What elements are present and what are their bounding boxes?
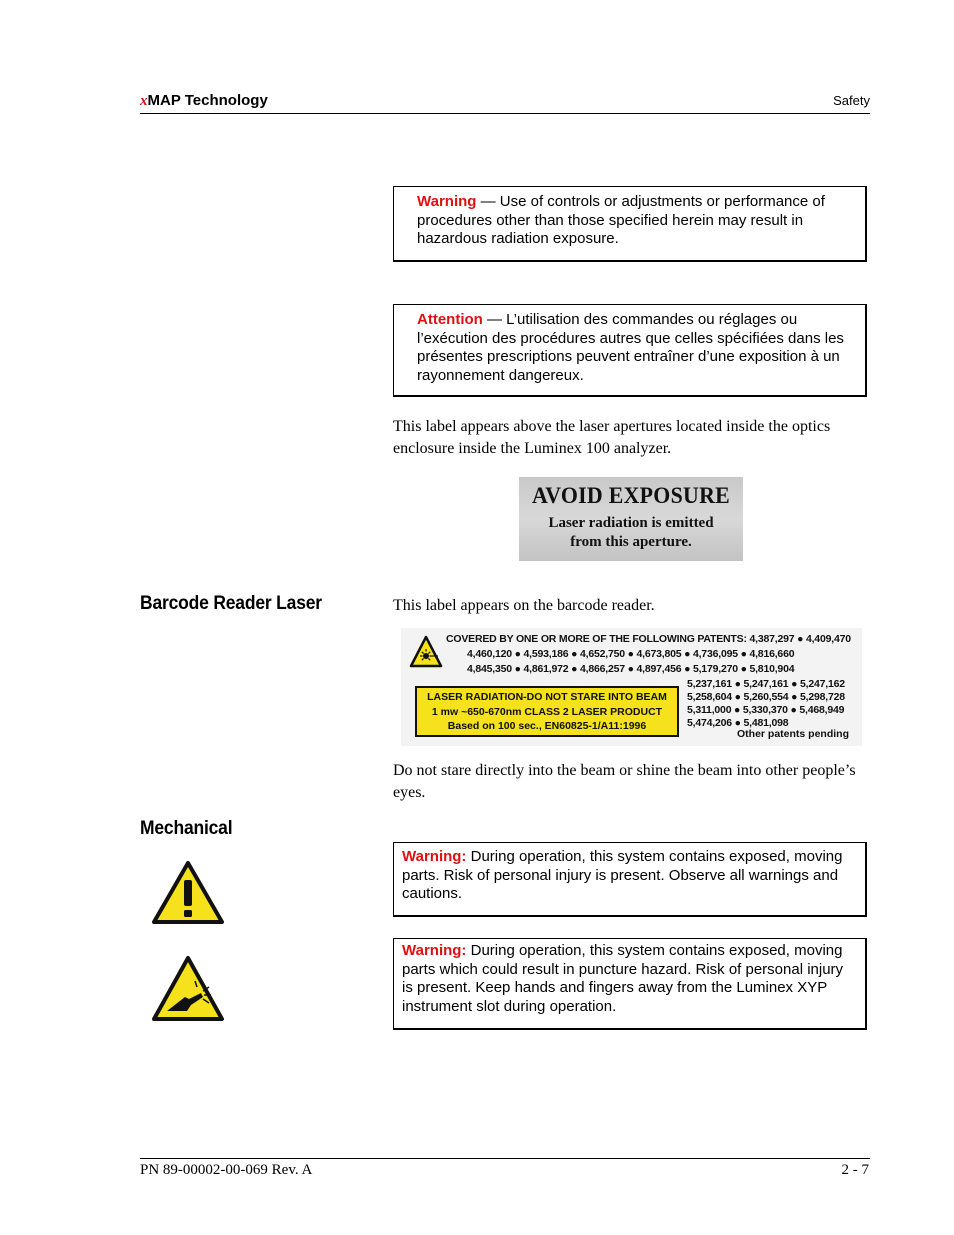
barcode-section-title: Barcode Reader Laser — [140, 593, 322, 614]
footer-page-number: 2 - 7 — [841, 1162, 869, 1178]
barcode-paragraph: This label appears on the barcode reader. — [393, 597, 655, 614]
attention-label: Attention — [417, 311, 483, 328]
mechanical-warning-label: Warning: — [402, 848, 467, 865]
warning-label: Warning — [417, 193, 477, 210]
laser-warning-line1: LASER RADIATION-DO NOT STARE INTO BEAM — [427, 691, 667, 703]
header-section: Safety — [833, 93, 870, 108]
avoid-exposure-title: AVOID EXPOSURE — [531, 483, 731, 508]
header-brand-rest: MAP Technology — [147, 92, 268, 109]
patents-row-2: 4,845,350 ● 4,861,972 ● 4,866,257 ● 4,897,456 ● 5,179,270 ● 5,810,904 — [467, 663, 795, 675]
puncture-warning-label: Warning: — [402, 942, 467, 959]
aperture-paragraph: This label appears above the laser apertures located inside the optics enclosure inside the Luminex 100 analyzer. — [393, 418, 831, 457]
laser-class-box — [415, 686, 679, 737]
barcode-caution-paragraph: Do not stare directly into the beam or shine the beam into other people’s eyes. — [393, 762, 856, 801]
mechanical-warning-box — [393, 842, 867, 917]
patents-row-1: 4,460,120 ● 4,593,186 ● 4,652,750 ● 4,673,805 ● 4,736,095 ● 4,816,660 — [467, 648, 795, 660]
puncture-warning-box — [393, 938, 867, 1030]
warning-box-laser — [393, 186, 867, 262]
patents-row-6: 5,474,206 ● 5,481,098 — [687, 717, 789, 729]
attention-text: — L’utilisation des commandes ou réglages ou l’exécution des procédures autres que celles spécifiées dans les présentes prescriptions peuvent entraîner d’une exposition à un rayonnement dangereux. — [417, 311, 844, 384]
avoid-exposure-label — [519, 477, 743, 561]
avoid-exposure-line1: Laser radiation is emitted — [548, 515, 714, 531]
patents-header: COVERED BY ONE OR MORE OF THE FOLLOWING PATENTS: 4,387,297 ● 4,409,470 — [446, 633, 851, 645]
footer-rule — [140, 1158, 870, 1159]
warning-text: — Use of controls or adjustments or performance of procedures other than those specified herein may result in hazardous radiation exposure. — [417, 193, 825, 247]
footer-part-number: PN 89-00002-00-069 Rev. A — [140, 1162, 313, 1178]
patents-row-3: 5,237,161 ● 5,247,161 ● 5,247,162 — [687, 678, 845, 690]
laser-warning-line3: Based on 100 sec., EN60825-1/A11:1996 — [447, 720, 647, 732]
avoid-exposure-line2: from this aperture. — [570, 534, 692, 550]
puncture-hazard-icon — [151, 955, 225, 1023]
mechanical-warning-text: During operation, this system contains exposed, moving parts. Risk of personal injury is present. Observe all warnings and cautions. — [402, 848, 843, 902]
general-warning-icon — [151, 860, 225, 926]
mechanical-section-title: Mechanical — [140, 818, 233, 839]
barcode-laser-label — [401, 628, 862, 746]
header-brand-x: x — [140, 93, 148, 109]
attention-box-laser — [393, 304, 867, 397]
laser-warning-icon — [409, 635, 443, 669]
patents-row-4: 5,258,604 ● 5,260,554 ● 5,298,728 — [687, 691, 845, 703]
other-patents-pending: Other patents pending — [737, 728, 850, 740]
laser-warning-line2: 1 mw ~650-670nm CLASS 2 LASER PRODUCT — [431, 705, 663, 718]
header-rule — [140, 113, 870, 114]
header-title — [140, 92, 268, 110]
patents-row-5: 5,311,000 ● 5,330,370 ● 5,468,949 — [687, 704, 845, 716]
puncture-warning-text: During operation, this system contains exposed, moving parts which could result in puncture hazard. Risk of personal injury is present. Keep hands and fingers away from the Luminex XYP instrument slot during operation. — [402, 942, 844, 1015]
